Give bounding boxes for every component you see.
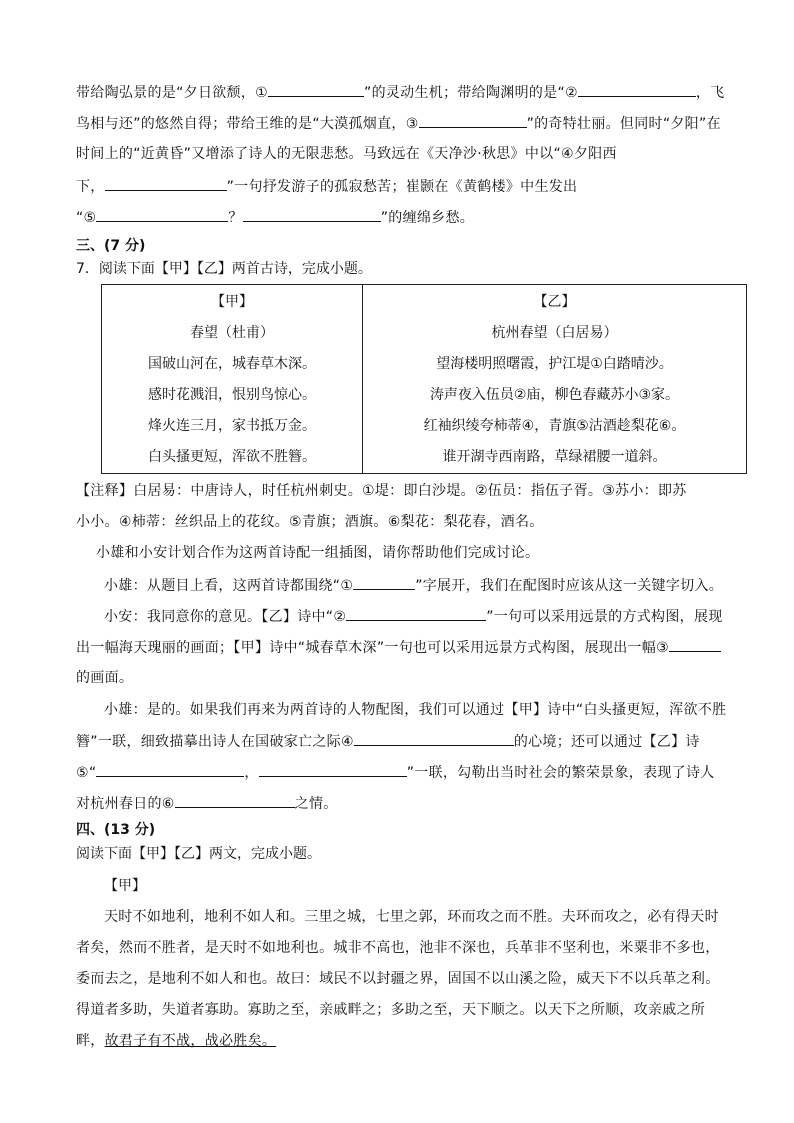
intro-text: 鸟相与还”的悠然自得；带给王维的是“大漠孤烟直，③: [76, 116, 419, 132]
intro-line-4: [76, 176, 746, 197]
poem-yi-line: 涛声夜入伍员②庙，柳色春藏苏小③家。: [429, 387, 680, 403]
section-4-heading: 四、(13 分): [76, 822, 156, 838]
discussion-text: ⑤“: [76, 765, 97, 781]
answer-blank-4[interactable]: [105, 176, 227, 191]
discussion-text: 的心境；还可以通过【乙】诗: [513, 734, 700, 750]
discussion-line-6: 小雄：是的。如果我们再来为两首诗的人物配图，我们可以通过【甲】诗中“白头搔更短，浑欲不胜: [104, 702, 727, 718]
discussion-blank-6[interactable]: [175, 793, 295, 808]
discussion-line-3: [104, 606, 774, 627]
notes-line-2: 小小。④柿蒂：丝织品上的花纹。⑤青旗；酒旗。⑥梨花：梨花春，酒名。: [76, 514, 544, 530]
discussion-blank-5a[interactable]: [96, 762, 244, 777]
poem-jia-line: 感时花溅泪，恨别鸟惊心。: [148, 387, 316, 403]
poem-yi-title: 杭州春望（白居易）: [491, 325, 618, 341]
discussion-blank-3[interactable]: [669, 637, 721, 652]
question-7: 7．阅读下面【甲】【乙】两首古诗，完成小题。: [76, 261, 372, 277]
discussion-text: ，: [244, 765, 259, 781]
discussion-blank-2[interactable]: [346, 606, 486, 621]
intro-text: 下，: [76, 179, 105, 195]
notes-line-1: 【注释】白居易：中唐诗人，时任杭州刺史。①堤：即白沙堤。②伍员：指伍子胥。③苏小：即苏: [76, 483, 687, 499]
classical-text: 畔，: [76, 1033, 105, 1049]
poem-jia-line: 国破山河在，城春草木深。: [148, 356, 316, 372]
intro-text: ”一句抒发游子的孤寂愁苦；崔颢在《黄鹤楼》中生发出: [226, 179, 578, 195]
intro-text: 带给陶弘景的是“夕日欲颓，①: [76, 85, 269, 101]
answer-blank-1[interactable]: [268, 82, 364, 97]
discussion-blank-4[interactable]: [354, 731, 514, 746]
section-4-question: 阅读下面【甲】【乙】两文，完成小题。: [76, 846, 321, 862]
poem-yi-line: 红袖织绫夸柿蒂④，青旗⑤沽酒趁梨花⑥。: [423, 418, 686, 434]
discussion-line-9: [76, 793, 746, 814]
classical-text-line-3: 委而去之，是地利不如人和也。故曰：域民不以封疆之界，固国不以山溪之险，威天下不以兵革之利。: [76, 971, 720, 987]
intro-text: ，飞: [695, 85, 725, 101]
classical-text-line-4: 得道者多助，失道者寡助。寡助之至，亲戚畔之；多助之至，天下顺之。以天下之所顺，攻亲戚之所: [76, 1002, 706, 1018]
discussion-line-4: [76, 637, 746, 658]
discussion-text: 小雄：从题目上看，这两首诗都围绕“①: [104, 578, 354, 594]
answer-blank-5b[interactable]: [243, 207, 381, 222]
discussion-line-8: [76, 762, 746, 783]
poem-jia-title: 春望（杜甫）: [190, 325, 274, 341]
discussion-text: ”字展开，我们在配图时应该从这一关键字切入。: [415, 578, 724, 594]
discussion-text: 小安：我同意你的意见。【乙】诗中“②: [104, 609, 347, 625]
poem-yi-line: 望海楼明照曙霞，护江堤①白踏晴沙。: [436, 356, 673, 372]
answer-blank-5a[interactable]: [96, 207, 228, 222]
discussion-blank-5b[interactable]: [259, 762, 407, 777]
discussion-intro: 小雄和小安计划合作为这两首诗配一组插图，请你帮助他们完成讨论。: [96, 545, 540, 561]
intro-text: ？: [228, 210, 243, 226]
poem-yi-line: 谁开湖寺西南路，草绿裙腰一道斜。: [442, 449, 667, 465]
poem-jia-cell: [102, 285, 363, 474]
intro-text: ”的奇特壮丽。但同时“夕阳”在: [526, 116, 721, 132]
poems-table: [101, 284, 747, 474]
text-jia-tag: 【甲】: [104, 878, 146, 894]
section-3-heading: 三、(7 分): [76, 238, 146, 254]
intro-line-3: 时间上的“近黄昏”又增添了诗人的无限悲愁。马致远在《天净沙·秋思》中以“④夕阳西: [76, 146, 617, 162]
discussion-text: 对杭州春日的⑥: [76, 796, 175, 812]
discussion-text: 之情。: [294, 796, 338, 812]
answer-blank-3[interactable]: [419, 113, 527, 128]
discussion-text: ”一联，勾勒出当时社会的繁荣景象，表现了诗人: [406, 765, 715, 781]
discussion-line-2: [104, 575, 774, 596]
intro-line-5: [76, 207, 746, 228]
poem-yi-tag: 【乙】: [533, 294, 576, 310]
intro-text: ”的缠绵乡愁。: [380, 210, 475, 226]
classical-text-line-5: [76, 1031, 746, 1051]
answer-blank-2[interactable]: [578, 82, 696, 97]
intro-line-2: [76, 113, 746, 134]
discussion-blank-1[interactable]: [353, 575, 415, 590]
classical-text-line-2: 者矣，然而不胜者，是天时不如地利也。城非不高也，池非不深也，兵革非不坚利也，米粟非不多也，: [76, 940, 720, 956]
poem-jia-line: 烽火连三月，家书抵万金。: [148, 418, 316, 434]
discussion-line-5: 的画面。: [76, 670, 134, 686]
intro-line-1: [76, 82, 746, 103]
discussion-text: ”一句可以采用远景的方式构图，展现: [486, 609, 723, 625]
discussion-text: 出一幅海天瑰丽的画面；【甲】诗中“城春草木深”一句也可以采用远景方式构图，展现出一幅③: [76, 640, 669, 656]
intro-text: “⑤: [76, 210, 97, 226]
poem-yi-cell: [363, 285, 747, 474]
poem-jia-line: 白头搔更短，浑欲不胜簪。: [148, 449, 316, 465]
underlined-sentence: 故君子有不战，战必胜矣。: [104, 1033, 277, 1049]
classical-text-line-1: 天时不如地利，地利不如人和。三里之城，七里之郭，环而攻之而不胜。夫环而攻之，必有得天时: [104, 909, 719, 925]
discussion-line-7: [76, 731, 746, 752]
intro-text: ”的灵动生机；带给陶渊明的是“②: [364, 85, 578, 101]
poem-jia-tag: 【甲】: [211, 294, 253, 310]
discussion-text: 簪”一联，细致描摹出诗人在国破家亡之际④: [76, 734, 354, 750]
